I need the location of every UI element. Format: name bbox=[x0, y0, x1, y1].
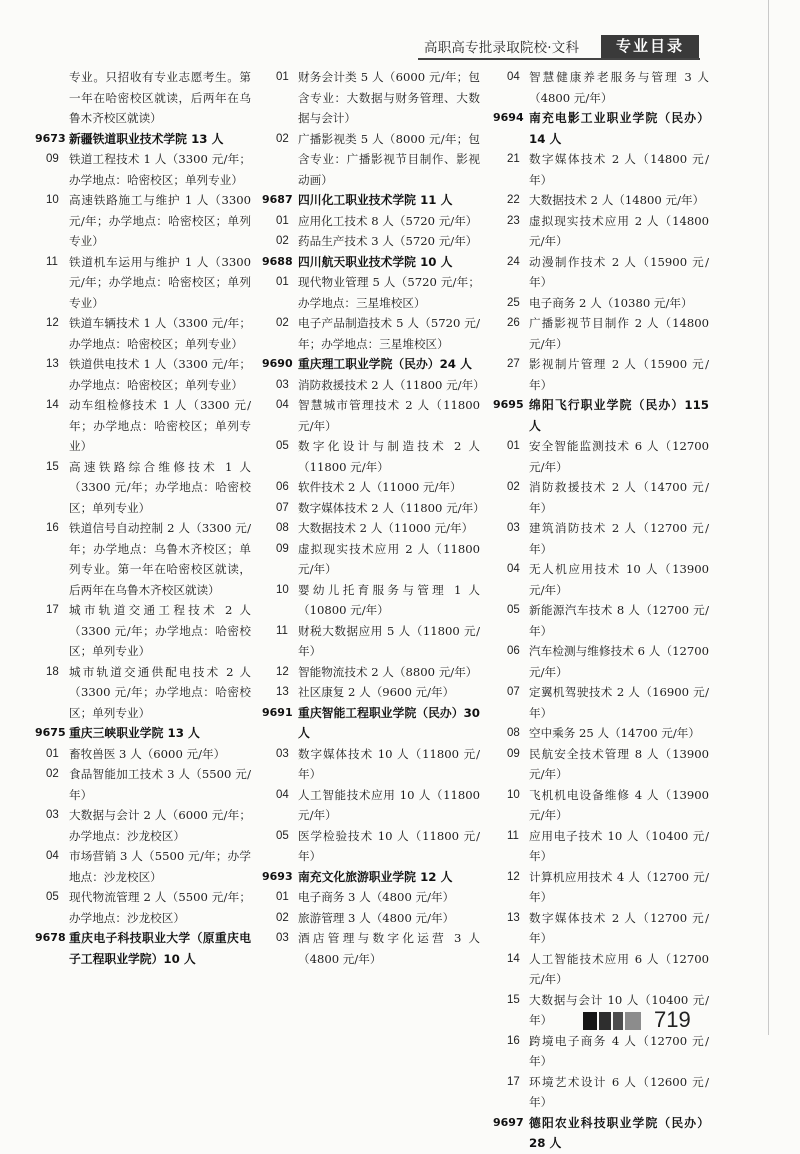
major-code: 01 bbox=[276, 891, 289, 903]
major-detail: 数字媒体技术 10 人（11800 元/年） bbox=[298, 746, 480, 781]
school-heading bbox=[493, 1113, 709, 1154]
major-entry bbox=[262, 477, 480, 498]
major-entry bbox=[262, 231, 480, 252]
major-code: 08 bbox=[507, 727, 520, 739]
school-code: 9675 bbox=[35, 726, 66, 739]
major-code: 03 bbox=[276, 378, 289, 391]
page-edge-line bbox=[768, 0, 769, 1035]
school-code: 9693 bbox=[262, 869, 293, 883]
major-code: 04 bbox=[276, 399, 289, 411]
major-code: 04 bbox=[507, 563, 520, 575]
major-entry bbox=[262, 887, 480, 908]
major-entry bbox=[262, 498, 485, 519]
major-entry bbox=[35, 354, 251, 395]
continued-text: 专业。只招收有专业志愿考生。第一年在哈密校区就读，后两年在乌鲁木齐校区就读） bbox=[69, 70, 251, 125]
school-heading bbox=[493, 395, 709, 436]
major-detail: 空中乘务 25 人（14700 元/年） bbox=[529, 726, 700, 740]
major-entry bbox=[493, 149, 709, 190]
major-entry bbox=[493, 293, 709, 314]
major-entry bbox=[262, 621, 480, 662]
column-left bbox=[35, 67, 251, 969]
major-detail: 数字化设计与制造技术 2 人（11800 元/年） bbox=[298, 439, 480, 474]
school-name: 南充文化旅游职业学院 12 人 bbox=[298, 869, 453, 884]
major-entry bbox=[262, 662, 480, 683]
major-detail: 铁道供电技术 1 人（3300 元/年；办学地点：哈密校区；单列专业） bbox=[69, 357, 251, 392]
major-entry bbox=[35, 518, 251, 600]
major-entry bbox=[262, 785, 480, 826]
major-code: 11 bbox=[276, 624, 288, 637]
major-code: 02 bbox=[276, 911, 289, 924]
major-detail: 大数据技术 2 人（11000 元/年） bbox=[298, 521, 474, 535]
school-code: 9687 bbox=[262, 193, 293, 206]
major-detail: 虚拟现实技术应用 2 人（11800 元/年） bbox=[298, 541, 480, 576]
major-entry bbox=[35, 395, 251, 457]
major-code: 05 bbox=[276, 829, 289, 842]
major-code: 14 bbox=[46, 399, 59, 411]
school-name: 四川化工职业技术学院 11 人 bbox=[298, 193, 453, 207]
major-detail: 汽车检测与维修技术 6 人（12700 元/年） bbox=[529, 644, 709, 679]
major-detail: 广播影视类 5 人（8000 元/年；包含专业：广播影视节目制作、影视动画） bbox=[298, 131, 480, 187]
major-entry bbox=[35, 744, 251, 765]
school-name: 绵阳飞行职业学院（民办）115 人 bbox=[529, 398, 709, 433]
major-code: 02 bbox=[276, 317, 289, 329]
major-code: 14 bbox=[507, 952, 520, 965]
major-entry bbox=[262, 928, 480, 969]
catalog-tag: 专业目录 bbox=[601, 35, 699, 58]
major-code: 22 bbox=[507, 194, 520, 206]
major-entry bbox=[262, 211, 480, 232]
major-detail: 智慧城市管理技术 2 人（11800 元/年） bbox=[298, 398, 480, 433]
major-entry bbox=[35, 764, 251, 805]
major-entry bbox=[262, 518, 480, 539]
school-name: 重庆电子科技职业大学（原重庆电子工程职业学院）10 人 bbox=[69, 931, 251, 966]
major-code: 26 bbox=[507, 317, 520, 329]
school-code: 9694 bbox=[493, 111, 524, 124]
major-code: 03 bbox=[276, 747, 289, 760]
major-entry bbox=[493, 867, 709, 908]
footer-bar bbox=[599, 1012, 611, 1030]
school-code: 9695 bbox=[493, 398, 524, 411]
major-code: 09 bbox=[46, 153, 59, 165]
major-detail: 数字媒体技术 2 人（11800 元/年） bbox=[298, 500, 485, 515]
major-code: 11 bbox=[46, 255, 58, 268]
major-code: 04 bbox=[507, 71, 520, 83]
major-code: 01 bbox=[507, 440, 520, 452]
major-entry bbox=[493, 190, 709, 211]
major-code: 08 bbox=[276, 522, 289, 534]
major-detail: 民航安全技术管理 8 人（13900 元/年） bbox=[529, 746, 709, 781]
major-entry bbox=[35, 846, 251, 887]
major-code: 17 bbox=[507, 1075, 520, 1088]
major-code: 21 bbox=[507, 153, 520, 165]
major-code: 01 bbox=[276, 71, 289, 83]
major-detail: 铁道机车运用与维护 1 人（3300 元/年；办学地点：哈密校区；单列专业） bbox=[69, 254, 251, 310]
footer-bar bbox=[583, 1012, 597, 1030]
major-code: 01 bbox=[46, 747, 59, 760]
major-detail: 现代物业管理 5 人（5720 元/年；办学地点：三星堆校区） bbox=[298, 275, 480, 310]
major-detail: 动车组检修技术 1 人（3300 元/年；办学地点：哈密校区；单列专业） bbox=[69, 398, 251, 453]
major-detail: 电子商务 3 人（4800 元/年） bbox=[298, 890, 455, 904]
school-name: 重庆三峡职业学院 13 人 bbox=[69, 726, 200, 740]
major-detail: 食品智能加工技术 3 人（5500 元/年） bbox=[69, 767, 251, 802]
major-entry bbox=[35, 600, 251, 662]
major-code: 06 bbox=[507, 645, 520, 657]
page-number: 719 bbox=[654, 1007, 691, 1032]
major-entry bbox=[262, 67, 480, 129]
major-entry bbox=[262, 375, 485, 396]
school-heading bbox=[35, 723, 251, 744]
major-code: 17 bbox=[46, 604, 59, 616]
major-entry bbox=[262, 539, 480, 580]
school-code: 9697 bbox=[493, 1115, 524, 1129]
major-entry bbox=[493, 826, 709, 867]
school-name: 四川航天职业技术学院 10 人 bbox=[298, 254, 453, 269]
major-code: 09 bbox=[507, 747, 520, 760]
major-code: 05 bbox=[507, 604, 520, 616]
major-detail: 城市轨道交通供配电技术 2 人（3300 元/年；办学地点：哈密校区；单列专业） bbox=[69, 664, 251, 720]
major-detail: 医学检验技术 10 人（11800 元/年） bbox=[298, 828, 480, 863]
major-detail: 现代物流管理 2 人（5500 元/年；办学地点：沙龙校区） bbox=[69, 890, 251, 925]
school-heading bbox=[262, 252, 480, 273]
school-heading bbox=[262, 867, 480, 888]
continued-note bbox=[35, 67, 251, 129]
major-code: 03 bbox=[276, 932, 289, 944]
school-heading bbox=[262, 354, 480, 375]
major-entry bbox=[262, 744, 480, 785]
school-heading bbox=[493, 108, 709, 149]
major-entry bbox=[493, 785, 709, 826]
major-entry bbox=[493, 723, 709, 744]
major-code: 03 bbox=[507, 522, 520, 534]
major-code: 04 bbox=[276, 788, 289, 801]
major-code: 12 bbox=[276, 665, 289, 678]
major-entry bbox=[262, 272, 480, 313]
column-right bbox=[493, 67, 709, 1154]
major-entry bbox=[35, 887, 251, 928]
school-heading bbox=[262, 703, 480, 744]
major-detail: 社区康复 2 人（9600 元/年） bbox=[298, 685, 455, 699]
major-code: 03 bbox=[46, 809, 59, 821]
major-entry bbox=[35, 252, 251, 314]
major-entry bbox=[493, 436, 709, 477]
header-rule bbox=[418, 58, 700, 60]
major-code: 07 bbox=[507, 686, 520, 698]
major-code: 01 bbox=[276, 276, 289, 288]
major-entry bbox=[35, 149, 251, 190]
major-entry bbox=[493, 518, 709, 559]
major-entry bbox=[262, 682, 480, 703]
major-entry bbox=[493, 211, 709, 252]
major-detail: 电子产品制造技术 5 人（5720 元/年；办学地点：三星堆校区） bbox=[298, 316, 480, 351]
major-code: 27 bbox=[507, 358, 520, 370]
major-detail: 铁道信号自动控制 2 人（3300 元/年；办学地点：乌鲁木齐校区；单列专业。第一年在哈密校区就读，后两年在乌鲁木齐校区就读） bbox=[69, 521, 251, 597]
major-entry bbox=[35, 457, 251, 519]
school-heading bbox=[262, 190, 480, 211]
major-code: 15 bbox=[46, 460, 59, 473]
major-code: 13 bbox=[276, 686, 289, 698]
major-detail: 高速铁路施工与维护 1 人（3300 元/年；办学地点：哈密校区；单列专业） bbox=[69, 193, 251, 248]
major-detail: 婴幼儿托育服务与管理 1 人（10800 元/年） bbox=[298, 582, 480, 617]
major-detail: 大数据与会计 10 人（10400 元/年） bbox=[529, 992, 709, 1027]
major-detail: 城市轨道交通工程技术 2 人（3300 元/年；办学地点：哈密校区；单列专业） bbox=[69, 603, 251, 658]
major-detail: 消防救援技术 2 人（11800 元/年） bbox=[298, 377, 485, 392]
column-middle bbox=[262, 67, 485, 969]
major-entry bbox=[493, 682, 709, 723]
major-entry bbox=[493, 252, 709, 293]
footer-bar bbox=[613, 1012, 623, 1030]
major-code: 05 bbox=[46, 891, 59, 903]
major-detail: 市场营销 3 人（5500 元/年；办学地点：沙龙校区） bbox=[69, 849, 251, 884]
school-name: 德阳农业科技职业学院（民办）28 人 bbox=[529, 1115, 709, 1150]
school-code: 9678 bbox=[35, 931, 66, 944]
major-detail: 建筑消防技术 2 人（12700 元/年） bbox=[529, 521, 709, 556]
major-code: 10 bbox=[46, 194, 59, 206]
section-title: 高职高专批录取院校·文科 bbox=[424, 40, 580, 56]
major-entry bbox=[262, 129, 480, 191]
major-code: 12 bbox=[46, 317, 59, 329]
major-detail: 无人机应用技术 10 人（13900 元/年） bbox=[529, 562, 709, 597]
major-code: 16 bbox=[507, 1034, 520, 1047]
major-detail: 虚拟现实技术应用 2 人（14800 元/年） bbox=[529, 213, 709, 248]
major-detail: 大数据技术 2 人（14800 元/年） bbox=[529, 193, 705, 207]
major-code: 02 bbox=[276, 132, 289, 145]
major-detail: 影视制片管理 2 人（15900 元/年） bbox=[529, 357, 709, 392]
major-entry bbox=[262, 436, 480, 477]
school-name: 重庆理工职业学院（民办）24 人 bbox=[298, 357, 472, 371]
major-detail: 畜牧兽医 3 人（6000 元/年） bbox=[69, 746, 226, 761]
major-entry bbox=[493, 908, 709, 949]
major-code: 02 bbox=[276, 235, 289, 247]
major-entry bbox=[493, 354, 709, 395]
major-code: 13 bbox=[46, 358, 59, 370]
major-detail: 铁道车辆技术 1 人（3300 元/年；办学地点：哈密校区；单列专业） bbox=[69, 316, 251, 351]
major-entry bbox=[35, 190, 251, 252]
major-entry bbox=[262, 313, 480, 354]
school-code: 9691 bbox=[262, 705, 293, 719]
major-code: 10 bbox=[276, 583, 289, 596]
major-detail: 旅游管理 3 人（4800 元/年） bbox=[298, 910, 455, 925]
major-code: 02 bbox=[507, 481, 520, 493]
major-detail: 酒店管理与数字化运营 3 人（4800 元/年） bbox=[298, 931, 480, 966]
major-detail: 数字媒体技术 2 人（12700 元/年） bbox=[529, 910, 709, 945]
major-entry bbox=[493, 744, 709, 785]
major-code: 06 bbox=[276, 481, 289, 493]
major-detail: 计算机应用技术 4 人（12700 元/年） bbox=[529, 869, 709, 904]
major-code: 01 bbox=[276, 214, 289, 227]
major-entry bbox=[262, 908, 480, 929]
major-code: 05 bbox=[276, 440, 289, 452]
major-detail: 高速铁路综合维修技术 1 人（3300 元/年；办学地点：哈密校区；单列专业） bbox=[69, 459, 251, 515]
school-heading bbox=[35, 129, 251, 150]
major-detail: 动漫制作技术 2 人（15900 元/年） bbox=[529, 254, 709, 289]
major-detail: 广播影视节目制作 2 人（14800 元/年） bbox=[529, 316, 709, 351]
major-code: 09 bbox=[276, 542, 289, 555]
school-code: 9673 bbox=[35, 131, 66, 145]
major-code: 18 bbox=[46, 665, 59, 678]
major-detail: 新能源汽车技术 8 人（12700 元/年） bbox=[529, 603, 709, 638]
major-detail: 消防救援技术 2 人（14700 元/年） bbox=[529, 480, 709, 515]
major-detail: 智慧健康养老服务与管理 3 人（4800 元/年） bbox=[529, 70, 709, 105]
major-entry bbox=[35, 313, 251, 354]
major-entry bbox=[493, 559, 709, 600]
major-code: 07 bbox=[276, 501, 289, 514]
school-code: 9688 bbox=[262, 254, 293, 268]
major-code: 12 bbox=[507, 870, 520, 883]
major-entry bbox=[493, 477, 709, 518]
major-detail: 财务会计类 5 人（6000 元/年；包含专业：大数据与财务管理、大数据与会计） bbox=[298, 70, 480, 125]
major-detail: 安全智能监测技术 6 人（12700 元/年） bbox=[529, 439, 709, 474]
school-name: 重庆智能工程职业学院（民办）30 人 bbox=[298, 705, 480, 740]
major-entry bbox=[262, 395, 480, 436]
major-detail: 电子商务 2 人（10380 元/年） bbox=[529, 295, 693, 310]
major-code: 02 bbox=[46, 768, 59, 780]
major-detail: 铁道工程技术 1 人（3300 元/年；办学地点：哈密校区；单列专业） bbox=[69, 152, 251, 187]
school-name: 新疆铁道职业技术学院 13 人 bbox=[69, 131, 224, 146]
major-detail: 大数据与会计 2 人（6000 元/年；办学地点：沙龙校区） bbox=[69, 808, 251, 843]
major-entry bbox=[262, 580, 480, 621]
major-entry bbox=[493, 641, 709, 682]
major-detail: 跨境电子商务 4 人（12700 元/年） bbox=[529, 1033, 709, 1068]
major-entry bbox=[493, 67, 709, 108]
major-code: 23 bbox=[507, 214, 520, 227]
major-detail: 应用电子技术 10 人（10400 元/年） bbox=[529, 828, 709, 863]
major-entry bbox=[493, 313, 709, 354]
school-heading bbox=[35, 928, 251, 969]
major-entry bbox=[493, 1072, 709, 1113]
major-entry bbox=[35, 805, 251, 846]
major-detail: 智能物流技术 2 人（8800 元/年） bbox=[298, 664, 478, 679]
major-entry bbox=[35, 662, 251, 724]
major-code: 10 bbox=[507, 788, 520, 801]
major-code: 25 bbox=[507, 296, 520, 309]
school-name: 南充电影工业职业学院（民办）14 人 bbox=[529, 111, 709, 146]
major-entry bbox=[493, 949, 709, 990]
major-detail: 药品生产技术 3 人（5720 元/年） bbox=[298, 234, 478, 248]
school-code: 9690 bbox=[262, 357, 293, 370]
footer-bar bbox=[625, 1012, 641, 1030]
major-entry bbox=[493, 1031, 709, 1072]
major-code: 15 bbox=[507, 993, 520, 1006]
major-code: 11 bbox=[507, 829, 519, 842]
major-detail: 财税大数据应用 5 人（11800 元/年） bbox=[298, 623, 480, 658]
major-entry bbox=[262, 826, 480, 867]
major-detail: 定翼机驾驶技术 2 人（16900 元/年） bbox=[529, 685, 709, 720]
major-detail: 人工智能技术应用 10 人（11800 元/年） bbox=[298, 787, 480, 822]
major-code: 16 bbox=[46, 522, 59, 534]
major-detail: 飞机机电设备维修 4 人（13900 元/年） bbox=[529, 787, 709, 822]
major-detail: 应用化工技术 8 人（5720 元/年） bbox=[298, 213, 478, 228]
major-entry bbox=[493, 600, 709, 641]
major-detail: 软件技术 2 人（11000 元/年） bbox=[298, 480, 462, 494]
major-detail: 人工智能技术应用 6 人（12700 元/年） bbox=[529, 951, 709, 986]
footer-bars bbox=[583, 1012, 641, 1030]
major-code: 13 bbox=[507, 911, 520, 924]
major-code: 04 bbox=[46, 850, 59, 862]
major-detail: 数字媒体技术 2 人（14800 元/年） bbox=[529, 152, 709, 187]
major-code: 24 bbox=[507, 255, 520, 268]
major-detail: 环境艺术设计 6 人（12600 元/年） bbox=[529, 1074, 709, 1109]
